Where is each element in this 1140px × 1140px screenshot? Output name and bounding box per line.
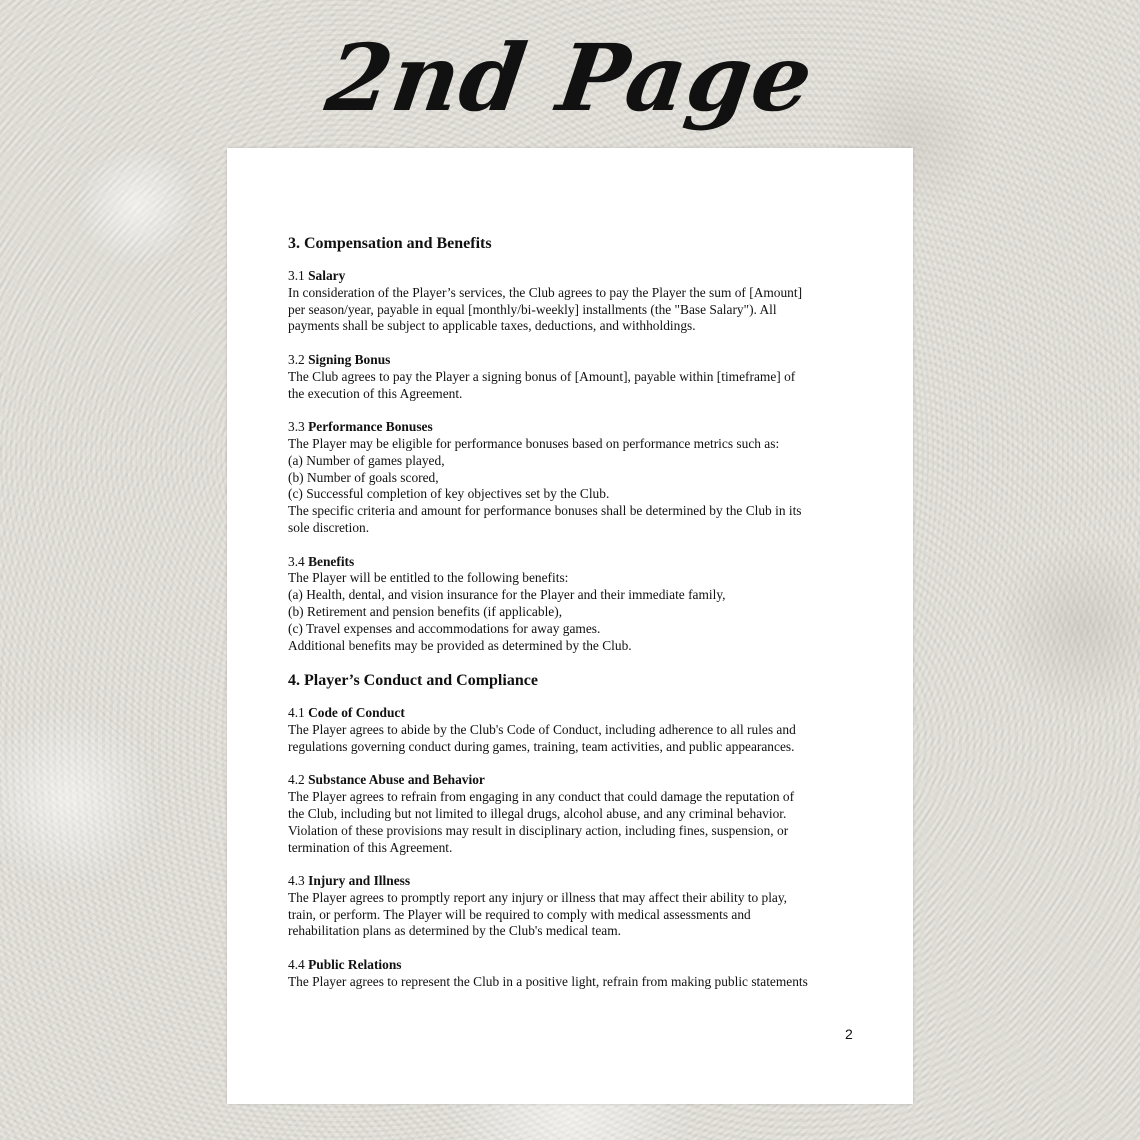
clause-number: 4.2 [288, 772, 305, 788]
clause-line: per season/year, payable in equal [monthly/bi-weekly] installments (the "Base Salary"). All [288, 301, 777, 317]
clause-number: 4.4 [288, 957, 305, 973]
section-3-heading: 3. Compensation and Benefits [288, 235, 492, 252]
clause-line: The Player agrees to abide by the Club's Code of Conduct, including adherence to all rules and [288, 721, 796, 737]
clause-line: Violation of these provisions may result in disciplinary action, including fines, suspension, or [288, 822, 789, 838]
clause-number: 3.4 [288, 553, 305, 569]
document-body [288, 234, 858, 991]
clause-number: 4.1 [288, 705, 305, 721]
clause-line: The Club agrees to pay the Player a signing bonus of [Amount], payable within [timeframe] of [288, 368, 796, 384]
clause-line: rehabilitation plans as determined by the Club's medical team. [288, 923, 621, 939]
clause-line: (a) Health, dental, and vision insurance for the Player and their immediate family, [288, 587, 726, 603]
clause-number: 3.2 [288, 351, 305, 367]
clause-number: 3.1 [288, 268, 305, 283]
clause-title: Signing Bonus [308, 351, 391, 367]
clause-line: regulations governing conduct during games, training, team activities, and public appearances. [288, 738, 795, 754]
clause-line: (c) Successful completion of key objectives set by the Club. [288, 486, 610, 502]
clause-3-1 [288, 268, 858, 335]
clause-line: The Player agrees to promptly report any injury or illness that may affect their ability to play, [288, 889, 788, 905]
clause-line: (b) Retirement and pension benefits (if applicable), [288, 603, 563, 619]
clause-line: payments shall be subject to applicable taxes, deductions, and withholdings. [288, 318, 696, 334]
clause-3-2 [288, 352, 858, 402]
clause-4-2 [288, 772, 858, 856]
clause-title: Salary [308, 268, 346, 283]
clause-line: Additional benefits may be provided as determined by the Club. [288, 637, 632, 653]
clause-3-4 [288, 554, 858, 655]
clause-line: sole discretion. [288, 519, 370, 535]
page-banner-title: 2nd Page [320, 24, 820, 132]
clause-line: (c) Travel expenses and accommodations for away games. [288, 620, 601, 636]
document-page [227, 148, 913, 1104]
clause-title: Public Relations [308, 957, 402, 973]
clause-line: termination of this Agreement. [288, 839, 453, 855]
clause-4-4 [288, 957, 858, 991]
clause-title: Injury and Illness [308, 873, 411, 889]
clause-title: Code of Conduct [308, 705, 405, 721]
clause-title: Substance Abuse and Behavior [308, 772, 485, 788]
clause-line: The Player agrees to represent the Club in a positive light, refrain from making public statements [288, 973, 808, 989]
clause-title: Performance Bonuses [308, 419, 433, 435]
clause-line: The specific criteria and amount for performance bonuses shall be determined by the Club in its [288, 503, 802, 519]
clause-4-1 [288, 705, 858, 755]
clause-line: (b) Number of goals scored, [288, 469, 439, 485]
clause-number: 4.3 [288, 873, 305, 889]
clause-line: (a) Number of games played, [288, 452, 445, 468]
page-number: 2 [845, 1026, 853, 1042]
clause-line: The Player agrees to refrain from engaging in any conduct that could damage the reputation of [288, 789, 795, 805]
clause-line: the execution of this Agreement. [288, 385, 463, 401]
clause-3-3 [288, 419, 858, 537]
clause-number: 3.3 [288, 419, 305, 435]
clause-title: Benefits [308, 553, 355, 569]
clause-line: In consideration of the Player’s services, the Club agrees to pay the Player the sum of [Amount] [288, 284, 803, 300]
clause-line: the Club, including but not limited to illegal drugs, alcohol abuse, and any criminal behavior. [288, 805, 787, 821]
clause-4-3 [288, 873, 858, 940]
clause-line: The Player will be entitled to the following benefits: [288, 570, 569, 586]
section-4-heading: 4. Player’s Conduct and Compliance [288, 672, 538, 690]
clause-line: train, or perform. The Player will be required to comply with medical assessments and [288, 906, 751, 922]
clause-line: The Player may be eligible for performance bonuses based on performance metrics such as: [288, 435, 780, 451]
